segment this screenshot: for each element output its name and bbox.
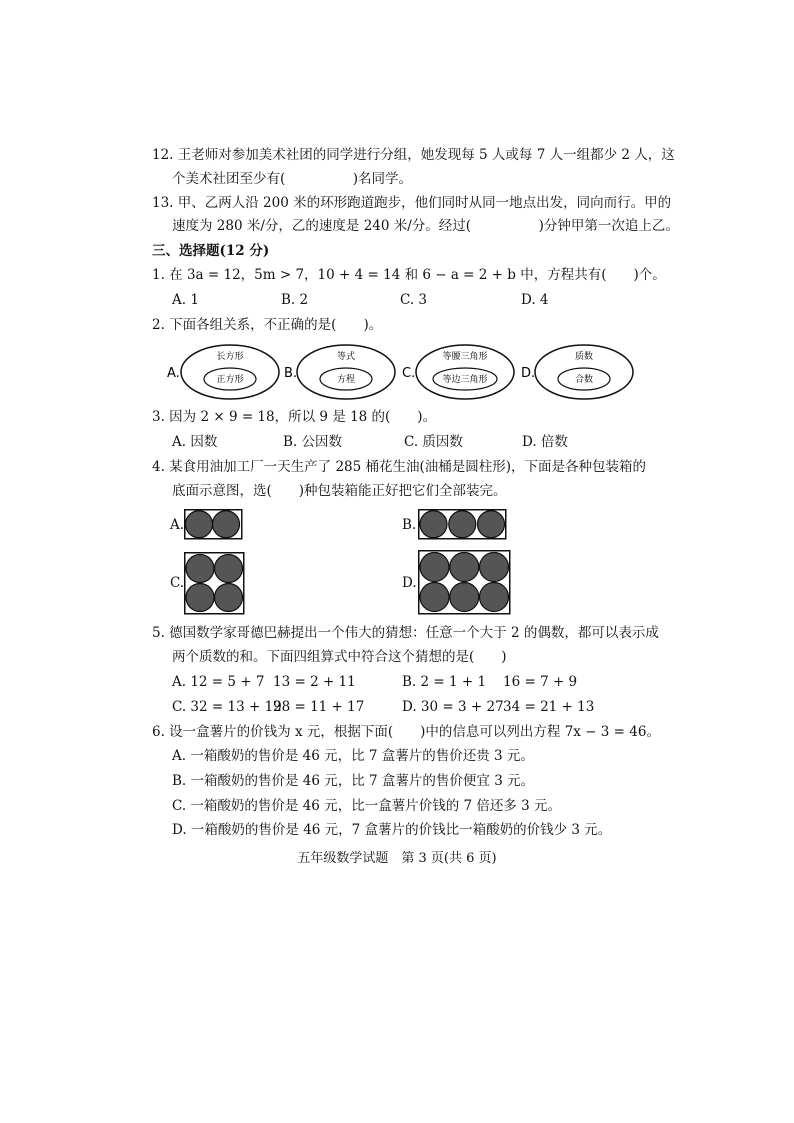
c4-option-d-letter: D. <box>402 575 417 591</box>
c4-box-d <box>418 550 512 616</box>
c5-option-d2: 34 = 21 + 13 <box>503 699 595 715</box>
c4-box-b <box>418 509 508 541</box>
section-title: 三、选择题(12 分) <box>152 243 270 259</box>
c6-option-d: D. 一箱酸奶的售价是 46 元，7 盒薯片的价钱比一箱酸奶的价钱少 3 元。 <box>172 822 612 838</box>
c5-option-c2: 28 = 11 + 17 <box>273 699 365 715</box>
c6-option-b: B. 一箱酸奶的售价是 46 元，比 7 盒薯片的售价便宜 3 元。 <box>172 773 535 789</box>
c5-option-b2: 16 = 7 + 9 <box>503 674 578 690</box>
c2-b-letter: B. <box>284 366 298 381</box>
c4-box-c <box>184 552 246 616</box>
c1-option-c: C. 3 <box>400 292 428 308</box>
c5-stem-line1: 5. 德国数学家哥德巴赫提出一个伟大的猜想：任意一个大于 2 的偶数，都可以表示成 <box>152 625 659 641</box>
c1-option-b: B. 2 <box>281 292 309 308</box>
c2-c-letter: C. <box>402 366 416 381</box>
c2-c-outer-label: 等腰三角形 <box>442 352 488 362</box>
c2-diagrams <box>160 342 640 404</box>
c2-b-inner-label: 方程 <box>336 375 356 385</box>
c2-a-outer-label: 长方形 <box>216 352 244 362</box>
c2-a-inner-label: 正方形 <box>216 375 244 385</box>
c2-b-outer-label: 等式 <box>336 352 356 362</box>
c3-option-d: D. 倍数 <box>522 434 568 450</box>
c4-stem-line2: 底面示意图，选( )种包装箱能正好把它们全部装完。 <box>172 483 507 499</box>
c5-stem-line2: 两个质数的和。下面四组算式中符合这个猜想的是( ) <box>172 649 507 665</box>
c1-option-d: D. 4 <box>521 292 549 308</box>
c4-stem-line1: 4. 某食用油加工厂一天生产了 285 桶花生油(油桶是圆柱形)，下面是各种包装箱的 <box>152 459 647 475</box>
c3-option-a: A. 因数 <box>172 434 218 450</box>
c4-option-a-letter: A. <box>170 517 185 533</box>
q12-line2: 个美术社团至少有( )名同学。 <box>172 171 413 187</box>
c2-a-letter: A. <box>167 366 180 381</box>
c5-option-a1: A. 12 = 5 + 7 <box>172 674 265 690</box>
c4-option-b-letter: B. <box>402 517 417 533</box>
c3-option-c: C. 质因数 <box>404 434 463 450</box>
c1-stem: 1. 在 3a = 12，5m > 7，10 + 4 = 14 和 6 − a = 2 + b 中，方程共有( )个。 <box>152 267 666 283</box>
c4-option-c-letter: C. <box>170 575 185 591</box>
c6-option-c: C. 一箱酸奶的售价是 46 元，比一盒薯片价钱的 7 倍还多 3 元。 <box>172 798 562 814</box>
page-footer: 五年级数学试题 第 3 页(共 6 页) <box>297 851 497 866</box>
c5-option-d1: D. 30 = 3 + 27 <box>402 699 504 715</box>
c5-option-c1: C. 32 = 13 + 19 <box>172 699 282 715</box>
c2-d-inner-label: 合数 <box>574 375 594 385</box>
c6-stem: 6. 设一盒薯片的价钱为 x 元，根据下面( )中的信息可以列出方程 7x − 3 = 46。 <box>152 724 660 740</box>
c4-box-a <box>184 509 244 541</box>
c5-option-a2: 13 = 2 + 11 <box>273 674 356 690</box>
c2-d-outer-label: 质数 <box>574 352 594 362</box>
c6-option-a: A. 一箱酸奶的售价是 46 元，比 7 盒薯片的售价还贵 3 元。 <box>172 748 534 764</box>
q13-line1: 13. 甲、乙两人沿 200 米的环形跑道跑步，他们同时从同一地点出发，同向而行。甲的 <box>152 195 672 211</box>
q13-line2: 速度为 280 米/分，乙的速度是 240 米/分。经过( )分钟甲第一次追上乙。 <box>172 218 679 234</box>
c1-option-a: A. 1 <box>172 292 199 308</box>
c3-option-b: B. 公因数 <box>283 434 343 450</box>
c2-stem: 2. 下面各组关系，不正确的是( )。 <box>152 317 383 333</box>
c2-c-inner-label: 等边三角形 <box>442 375 488 385</box>
q12-line1: 12. 王老师对参加美术社团的同学进行分组，她发现每 5 人或每 7 人一组都少 2 人，这 <box>152 147 675 163</box>
c5-option-b1: B. 2 = 1 + 1 <box>402 674 487 690</box>
c3-stem: 3. 因为 2 × 9 = 18，所以 9 是 18 的( )。 <box>152 409 437 425</box>
c2-d-letter: D. <box>521 366 536 381</box>
